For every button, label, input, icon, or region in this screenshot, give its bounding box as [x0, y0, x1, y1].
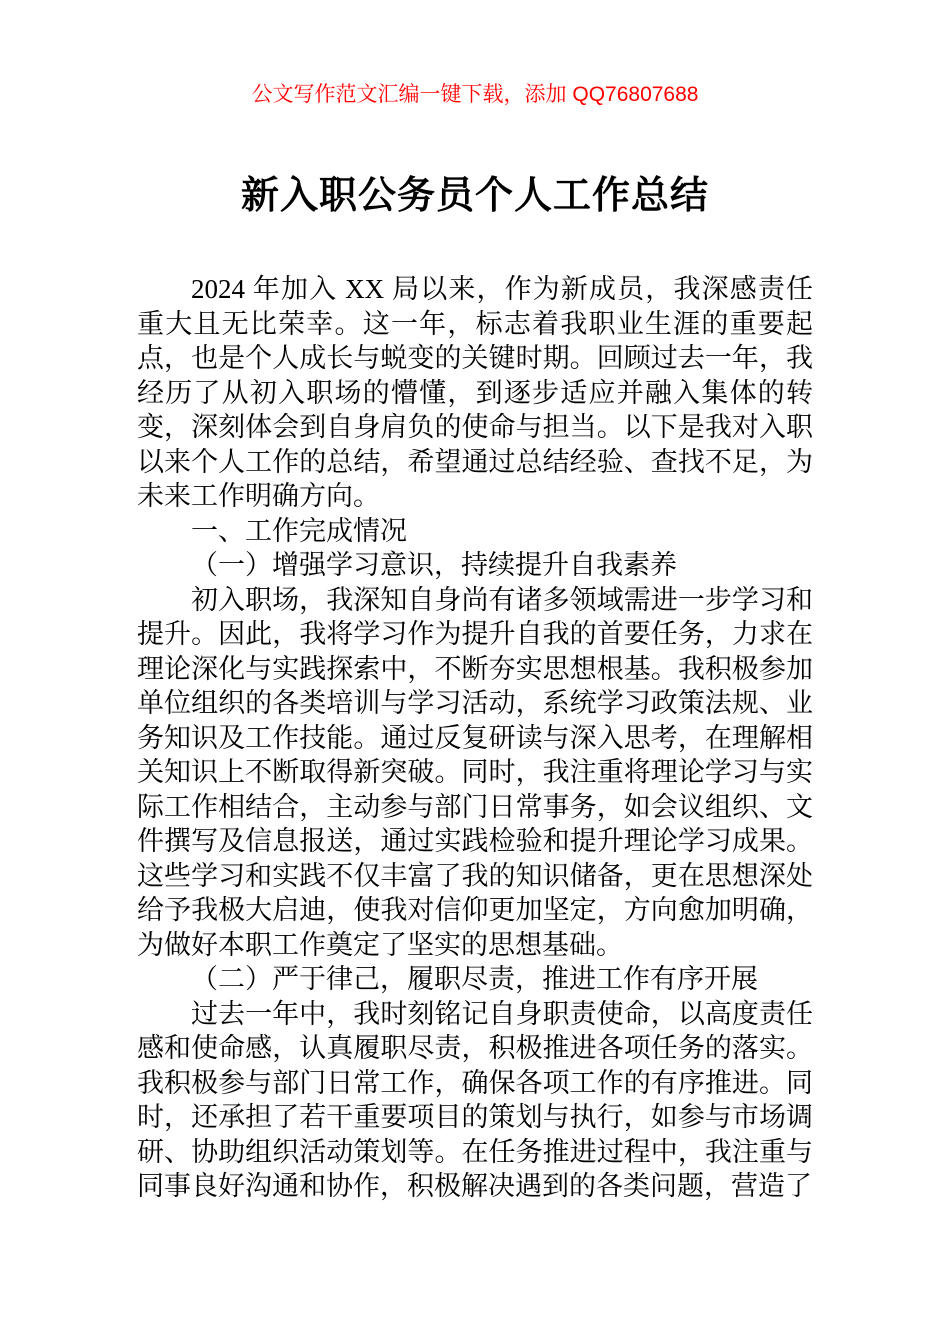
header-notice: 公文写作范文汇编一键下载，添加 QQ76807688 — [251, 83, 699, 106]
section-heading-1: 一、工作完成情况 — [191, 515, 407, 546]
document-body — [137, 272, 813, 1204]
subsection-heading-1-2: （二）严于律己，履职尽责，推进工作有序开展 — [191, 964, 758, 994]
document-title: 新入职公务员个人工作总结 — [240, 175, 709, 217]
paragraph-section-1-2: 过去一年中，我时刻铭记自身职责使命，以高度责任感和使命感，认真履职尽责，积极推进各项任务的落实。我积极参与部门日常工作，确保各项工作的有序推进。同时，还承担了若干重要项目的策划与执行，如参与市场调研、协助组织活动策划等。在任务推进过程中，我注重与同事良好沟通和协作，积极解决遇到的各类问题，营造了 — [137, 998, 813, 1201]
paragraph-section-1-1: 初入职场，我深知自身尚有诸多领域需进一步学习和提升。因此，我将学习作为提升自我的首要任务，力求在理论深化与实践探索中，不断夯实思想根基。我积极参加单位组织的各类培训与学习活动，系统学习政策法规、业务知识及工作技能。通过反复研读与深入思考，在理解相关知识上不断取得新突破。同时，我注重将理论学习与实际工作相结合，主动参与部门日常事务，如会议组织、文件撰写及信息报送，通过实践检验和提升理论学习成果。这些学习和实践不仅丰富了我的知识储备，更在思想深处给予我极大启迪，使我对信仰更加坚定，方向愈加明确，为做好本职工作奠定了坚实的思想基础。 — [137, 584, 813, 960]
paragraph-intro: 2024 年加入 XX 局以来，作为新成员，我深感责任重大且无比荣幸。这一年，标志着我职业生涯的重要起点，也是个人成长与蜕变的关键时期。回顾过去一年，我经历了从初入职场的懵懂，到逐步适应并融入集体的转变，深刻体会到自身肩负的使命与担当。以下是我对入职以来个人工作的总结，希望通过总结经验、查找不足，为未来工作明确方向。 — [137, 274, 813, 511]
subsection-heading-1-1: （一）增强学习意识，持续提升自我素养 — [191, 550, 677, 580]
